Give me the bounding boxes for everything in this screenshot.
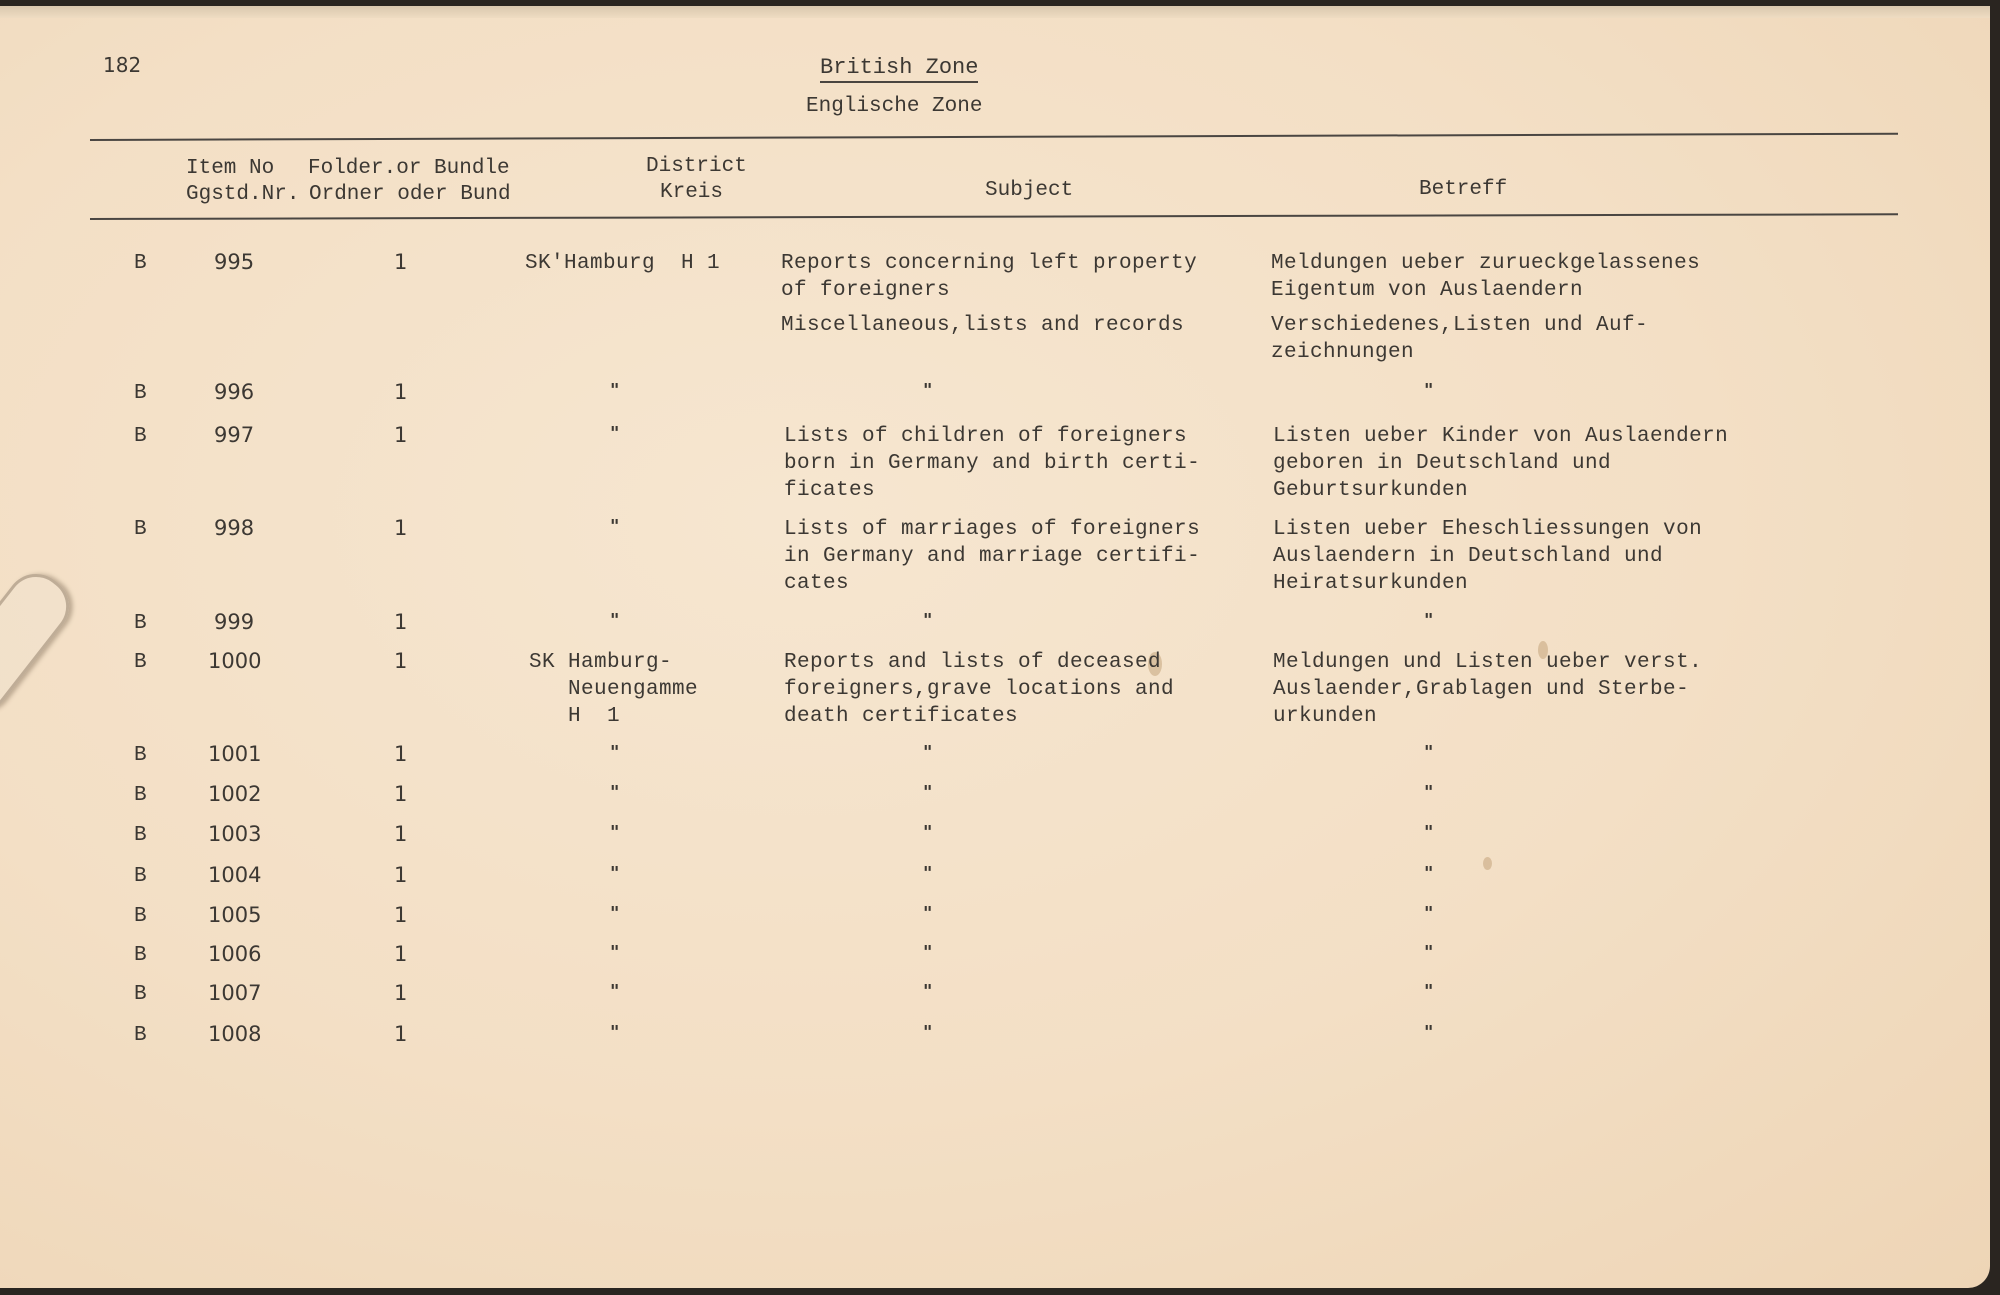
- item-number: 1001: [208, 742, 262, 766]
- betreff-ditto-mark: ": [1424, 742, 1434, 763]
- district-ditto-mark: ": [610, 903, 620, 924]
- series-letter: B: [134, 518, 148, 541]
- betreff-cell: urkunden: [1273, 705, 1378, 728]
- district-ditto-mark: ": [610, 1022, 620, 1043]
- district-ditto-mark: ": [610, 610, 620, 631]
- header-subject: Subject: [985, 179, 1074, 202]
- folder-count: 1: [394, 782, 408, 806]
- folder-count: 1: [394, 610, 408, 634]
- subject-ditto-mark: ": [923, 380, 933, 401]
- series-letter: B: [134, 983, 148, 1006]
- series-letter: B: [134, 425, 148, 448]
- subject-cell: Lists of children of foreigners: [784, 425, 1188, 448]
- header-bottom-rule: [90, 213, 1898, 220]
- subject-cell: foreigners,grave locations and: [784, 678, 1175, 701]
- item-number: 997: [214, 423, 255, 447]
- district-ditto-mark: ": [610, 423, 620, 444]
- betreff-cell: Heiratsurkunden: [1273, 572, 1469, 595]
- district-cell: SK Hamburg-: [529, 651, 673, 674]
- header-district: District: [646, 155, 747, 178]
- series-letter: B: [134, 1024, 148, 1047]
- district-cell: H 1: [529, 705, 621, 728]
- subject-ditto-mark: ": [923, 742, 933, 763]
- betreff-ditto-mark: ": [1424, 822, 1434, 843]
- paper-stain: [1483, 857, 1492, 870]
- betreff-cell: Meldungen und Listen ueber verst.: [1273, 651, 1703, 674]
- series-letter: B: [134, 905, 148, 928]
- header-betreff: Betreff: [1419, 178, 1508, 201]
- page-edge: [0, 6, 1990, 18]
- betreff-ditto-mark: ": [1424, 863, 1434, 884]
- header-item-no-de: Ggstd.Nr.: [186, 183, 300, 206]
- header-folder-de: Ordner oder Bund: [309, 183, 511, 206]
- page-number: 182: [103, 53, 142, 77]
- header-item-no: Item No: [186, 157, 275, 180]
- district-ditto-mark: ": [610, 380, 620, 401]
- betreff-ditto-mark: ": [1424, 903, 1434, 924]
- betreff-cell: geboren in Deutschland und: [1273, 452, 1612, 475]
- subject-cell: in Germany and marriage certifi-: [784, 545, 1201, 568]
- betreff-cell: Listen ueber Eheschliessungen von: [1273, 518, 1703, 541]
- item-number: 995: [214, 250, 255, 274]
- betreff-ditto-mark: ": [1424, 782, 1434, 803]
- folder-count: 1: [394, 863, 408, 887]
- page-title: British Zone: [820, 55, 978, 83]
- folder-count: 1: [394, 1022, 408, 1046]
- folder-count: 1: [394, 250, 408, 274]
- folder-count: 1: [394, 380, 408, 404]
- betreff-cell: Listen ueber Kinder von Auslaendern: [1273, 425, 1729, 448]
- district-cell: Neuengamme: [529, 678, 699, 701]
- item-number: 1003: [208, 822, 262, 846]
- betreff-cell: zeichnungen: [1271, 341, 1415, 364]
- item-number: 1008: [208, 1022, 262, 1046]
- item-number: 1002: [208, 782, 262, 806]
- folder-count: 1: [394, 516, 408, 540]
- betreff-cell: Meldungen ueber zurueckgelassenes: [1271, 252, 1701, 275]
- series-letter: B: [134, 784, 148, 807]
- betreff-ditto-mark: ": [1424, 380, 1434, 401]
- item-number: 1006: [208, 942, 262, 966]
- district-ditto-mark: ": [610, 942, 620, 963]
- folder-count: 1: [394, 423, 408, 447]
- subject-ditto-mark: ": [923, 981, 933, 1002]
- betreff-cell: Auslaendern in Deutschland und: [1273, 545, 1664, 568]
- folder-count: 1: [394, 942, 408, 966]
- betreff-ditto-mark: ": [1424, 610, 1434, 631]
- item-number: 1005: [208, 903, 262, 927]
- district-ditto-mark: ": [610, 981, 620, 1002]
- series-letter: B: [134, 824, 148, 847]
- folder-count: 1: [394, 903, 408, 927]
- subject-cell: ficates: [784, 479, 876, 502]
- subject-cell: born in Germany and birth certi-: [784, 452, 1201, 475]
- series-letter: B: [134, 744, 148, 767]
- item-number: 1000: [208, 649, 262, 673]
- betreff-ditto-mark: ": [1424, 981, 1434, 1002]
- district-cell: SK'Hamburg H 1: [525, 252, 721, 275]
- paper-clip: [0, 562, 81, 724]
- district-ditto-mark: ": [610, 822, 620, 843]
- subject-ditto-mark: ": [923, 782, 933, 803]
- header-folder: Folder.or Bundle: [308, 157, 510, 180]
- subject-cell: Reports concerning left property: [781, 252, 1198, 275]
- page-subtitle: Englische Zone: [806, 95, 983, 118]
- item-number: 999: [214, 610, 255, 634]
- district-ditto-mark: ": [610, 782, 620, 803]
- betreff-cell: Auslaender,Grablagen und Sterbe-: [1273, 678, 1690, 701]
- item-number: 996: [214, 380, 255, 404]
- district-ditto-mark: ": [610, 516, 620, 537]
- subject-ditto-mark: ": [923, 1022, 933, 1043]
- series-letter: B: [134, 865, 148, 888]
- header-top-rule: [90, 133, 1898, 141]
- document-page: [0, 6, 1990, 1288]
- betreff-cell: Eigentum von Auslaendern: [1271, 279, 1584, 302]
- series-letter: B: [134, 382, 148, 405]
- subject-cell: Miscellaneous,lists and records: [781, 314, 1185, 337]
- subject-cell: of foreigners: [781, 279, 951, 302]
- subject-ditto-mark: ": [923, 863, 933, 884]
- district-ditto-mark: ": [610, 863, 620, 884]
- folder-count: 1: [394, 742, 408, 766]
- subject-cell: Lists of marriages of foreigners: [784, 518, 1201, 541]
- folder-count: 1: [394, 981, 408, 1005]
- betreff-ditto-mark: ": [1424, 1022, 1434, 1043]
- subject-cell: Reports and lists of deceased: [784, 651, 1162, 674]
- folder-count: 1: [394, 649, 408, 673]
- subject-ditto-mark: ": [923, 822, 933, 843]
- district-ditto-mark: ": [610, 742, 620, 763]
- series-letter: B: [134, 944, 148, 967]
- item-number: 1004: [208, 863, 262, 887]
- subject-ditto-mark: ": [923, 610, 933, 631]
- series-letter: B: [134, 612, 148, 635]
- folder-count: 1: [394, 822, 408, 846]
- subject-cell: death certificates: [784, 705, 1019, 728]
- series-letter: B: [134, 252, 148, 275]
- betreff-ditto-mark: ": [1424, 942, 1434, 963]
- subject-ditto-mark: ": [923, 942, 933, 963]
- betreff-cell: Verschiedenes,Listen und Auf-: [1271, 314, 1649, 337]
- subject-cell: cates: [784, 572, 850, 595]
- item-number: 998: [214, 516, 255, 540]
- betreff-cell: Geburtsurkunden: [1273, 479, 1469, 502]
- header-district-de: Kreis: [660, 181, 724, 204]
- series-letter: B: [134, 651, 148, 674]
- subject-ditto-mark: ": [923, 903, 933, 924]
- item-number: 1007: [208, 981, 262, 1005]
